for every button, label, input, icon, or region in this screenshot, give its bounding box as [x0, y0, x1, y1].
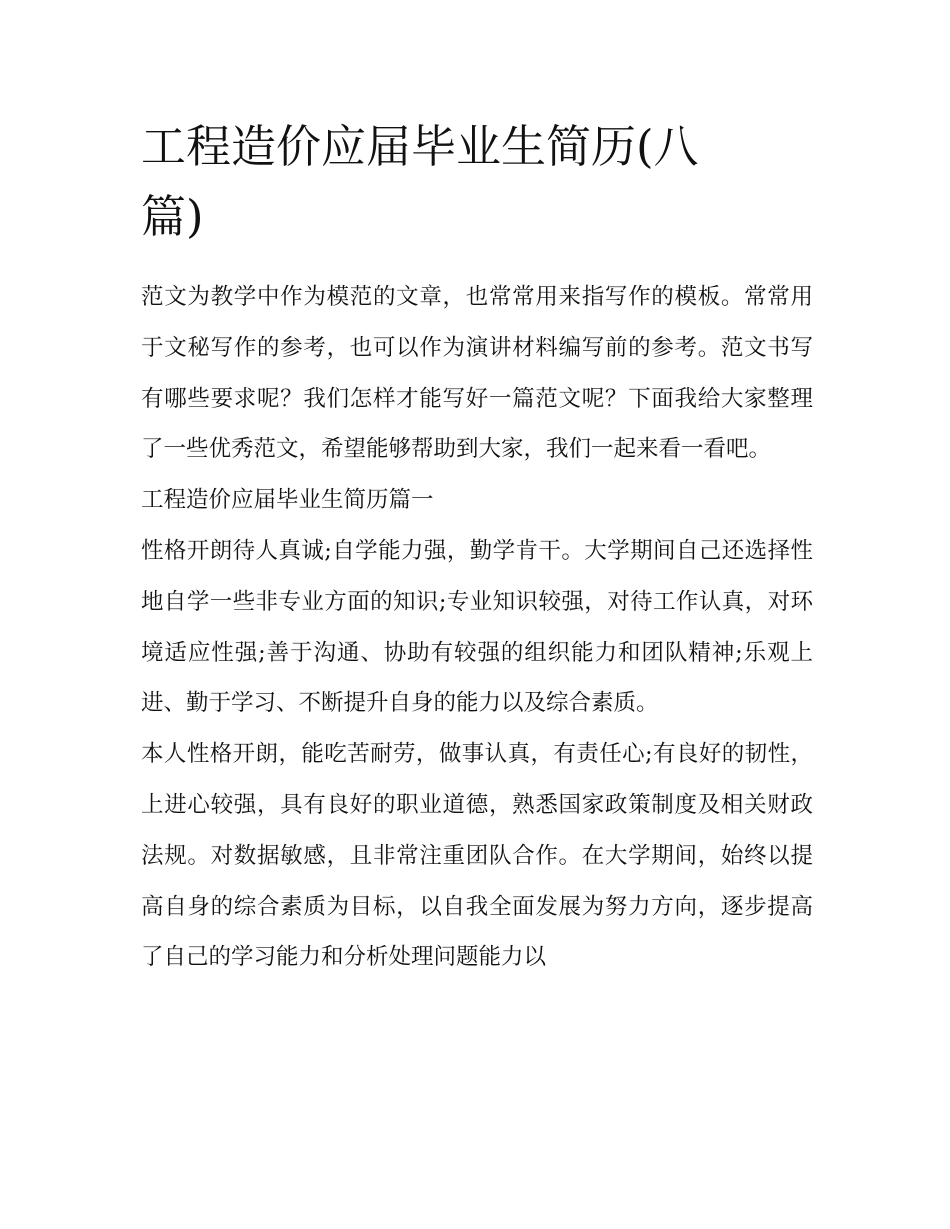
document-title: 工程造价应届毕业生简历(八 篇): [141, 120, 699, 243]
section-heading: 工程造价应届毕业生简历篇一: [141, 487, 434, 514]
body-paragraph-1: 性格开朗待人真诚;自学能力强，勤学肯干。大学期间自己还选择性地自学一些非专业方面的知识;专业知识较强，对待工作认真，对环境适应性强;善于沟通、协助有较强的组织能力和团队精神;乐观上进、勤于学习、不断提升自身的能力以及综合素质。: [141, 537, 813, 717]
document-content: [141, 112, 813, 983]
document-body: [141, 272, 813, 983]
body-paragraph-2: 本人性格开朗，能吃苦耐劳，做事认真，有责任心;有良好的韧性，上进心较强，具有良好的职业道德，熟悉国家政策制度及相关财政法规。对数据敏感，且非常注重团队合作。在大学期间，始终以提高自身的综合素质为目标，以自我全面发展为努力方向，逐步提高了自己的学习能力和分析处理问题能力以: [141, 741, 813, 971]
intro-paragraph: 范文为教学中作为模范的文章，也常常用来指写作的模板。常常用于文秘写作的参考，也可以作为演讲材料编写前的参考。范文书写有哪些要求呢？我们怎样才能写好一篇范文呢？下面我给大家整理了一些优秀范文，希望能够帮助到大家，我们一起来看一看吧。: [141, 284, 813, 463]
